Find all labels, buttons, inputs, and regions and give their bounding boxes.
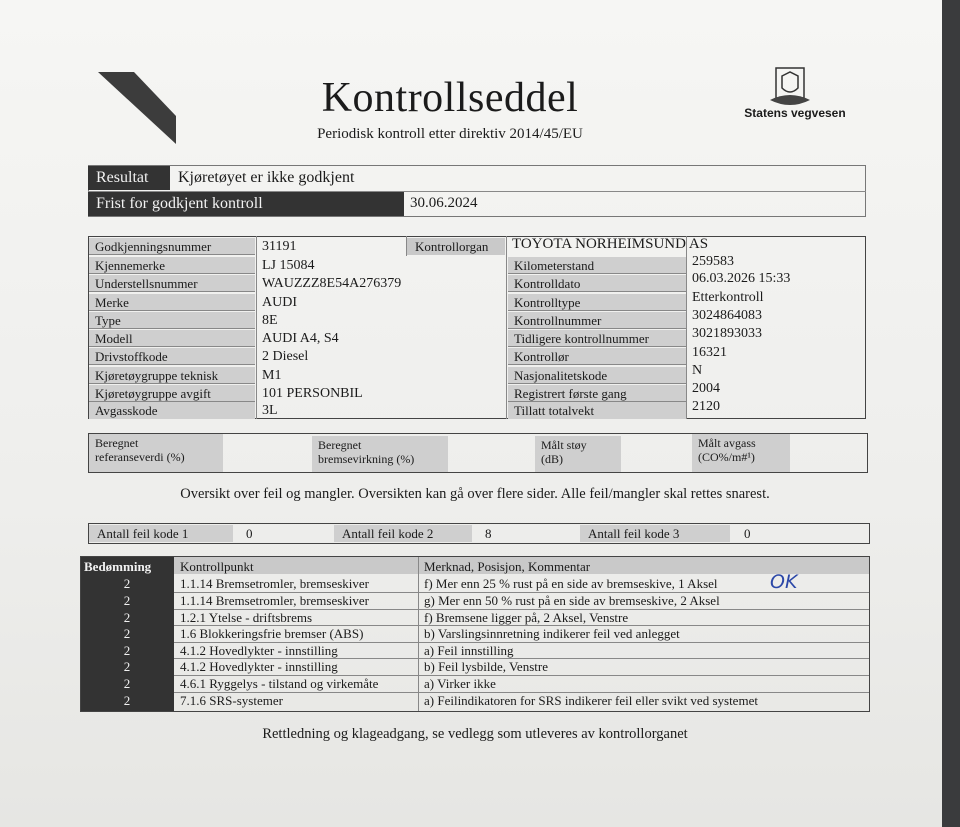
value-drivstoffkode: 2 Diesel <box>262 349 309 364</box>
label-tillatt-totalvekt: Tillatt totalvekt <box>508 402 686 419</box>
label-drivstoffkode: Drivstoffkode <box>89 348 255 365</box>
value-modell: AUDI A4, S4 <box>262 331 339 346</box>
noise-line2: (dB) <box>541 452 563 466</box>
value-registrert-forste-gang: 2004 <box>692 381 720 396</box>
value-godkjenningsnummer: 31191 <box>262 239 297 254</box>
label-kontrollnummer: Kontrollnummer <box>508 312 686 329</box>
code2-label: Antall feil kode 2 <box>334 525 472 542</box>
value-nasjonalitetskode: N <box>692 363 703 378</box>
defect-point: 1.1.14 Bremsetromler, bremseskiver <box>180 593 370 608</box>
label-tidligere-kontrollnummer: Tidligere kontrollnummer <box>508 330 686 347</box>
value-kontrolltype: Etterkontroll <box>692 290 764 305</box>
defect-point: 4.1.2 Hovedlykter - innstilling <box>180 659 338 674</box>
calc-reference-label <box>89 434 223 472</box>
control-org-label: Kontrollorgan <box>407 238 505 255</box>
defect-note: f) Mer enn 25 % rust på en side av bremseskive, 1 Aksel <box>424 576 718 591</box>
value-kontrollor: 16321 <box>692 345 727 360</box>
table-row: 2 <box>81 693 173 709</box>
deadline-value: 30.06.2024 <box>410 195 478 211</box>
label-kjoretoygruppe-teknisk: Kjøretøygruppe teknisk <box>89 367 255 384</box>
value-type: 8E <box>262 313 278 328</box>
table-row: 2 <box>81 643 173 659</box>
code1-value: 0 <box>246 526 253 541</box>
statens-vegvesen-logo-icon <box>760 66 820 108</box>
calc-brake-line1: Beregnet <box>318 438 362 452</box>
calc-reference-line1: Beregnet <box>95 436 139 450</box>
label-avgasskode: Avgasskode <box>89 402 255 419</box>
defect-point: 1.6 Blokkeringsfrie bremser (ABS) <box>180 626 364 641</box>
value-merke: AUDI <box>262 295 297 310</box>
value-kontrolldato: 06.03.2026 15:33 <box>692 271 791 286</box>
calc-brake-line2: bremsevirkning (%) <box>318 452 415 466</box>
overview-text: Oversikt over feil og mangler. Oversikten kan gå over flere sider. Alle feil/mangler skal rettes snarest. <box>180 486 770 502</box>
document-subtitle: Periodisk kontroll etter direktiv 2014/45/EU <box>317 126 583 142</box>
document-title: Kontrollseddel <box>321 75 579 121</box>
defect-point: 4.1.2 Hovedlykter - innstilling <box>180 643 338 658</box>
label-type: Type <box>89 312 255 329</box>
defect-note: a) Feilindikatoren for SRS indikerer feil eller svikt ved systemet <box>424 693 758 708</box>
defect-point: 4.6.1 Ryggelys - tilstand og virkemåte <box>180 676 379 691</box>
label-kilometerstand: Kilometerstand <box>508 257 686 274</box>
code1-label: Antall feil kode 1 <box>89 525 233 542</box>
value-understellsnummer: WAUZZZ8E54A276379 <box>262 276 402 291</box>
defect-note: b) Varslingsinnretning indikerer feil ved anlegget <box>424 626 680 641</box>
label-nasjonalitetskode: Nasjonalitetskode <box>508 367 686 384</box>
calc-reference-line2: referanseverdi (%) <box>95 450 185 464</box>
label-kjennemerke: Kjennemerke <box>89 257 255 274</box>
table-row: 2 <box>81 576 173 592</box>
calc-brake-label <box>312 436 448 472</box>
label-kontrolldato: Kontrolldato <box>508 275 686 292</box>
label-kontrolltype: Kontrolltype <box>508 294 686 311</box>
deadline-label: Frist for godkjent kontroll <box>88 192 404 216</box>
label-registrert-forste-gang: Registrert første gang <box>508 385 686 402</box>
defect-note: a) Virker ikke <box>424 676 496 691</box>
value-kontrollnummer: 3024864083 <box>692 308 762 323</box>
value-kjoretoygruppe-teknisk: M1 <box>262 368 282 383</box>
exhaust-label <box>692 434 790 472</box>
header-point: Kontrollpunkt <box>180 559 254 574</box>
label-modell: Modell <box>89 330 255 347</box>
result-value: Kjøretøyet er ikke godkjent <box>178 169 355 186</box>
exhaust-line1: Målt avgass <box>698 436 756 450</box>
control-org-value: TOYOTA NORHEIMSUND AS <box>512 236 709 252</box>
label-kontrollor: Kontrollør <box>508 348 686 365</box>
table-row: 2 <box>81 610 173 626</box>
agency-name: Statens vegvesen <box>744 106 846 120</box>
value-kilometerstand: 259583 <box>692 254 734 269</box>
label-merke: Merke <box>89 294 255 311</box>
noise-label <box>535 436 621 472</box>
value-avgasskode: 3L <box>262 403 278 418</box>
defect-point: 1.2.1 Ytelse - driftsbrems <box>180 610 313 625</box>
header-note: Merknad, Posisjon, Kommentar <box>424 559 591 574</box>
header-grade: Bedømming <box>84 559 152 574</box>
value-kjennemerke: LJ 15084 <box>262 258 315 273</box>
defect-note: f) Bremsene ligger på, 2 Aksel, Venstre <box>424 610 629 625</box>
table-row: 2 <box>81 676 173 692</box>
defect-point: 1.1.14 Bremsetromler, bremseskiver <box>180 576 370 591</box>
defect-note: a) Feil innstilling <box>424 643 514 658</box>
value-tidligere-kontrollnummer: 3021893033 <box>692 326 762 341</box>
defect-note: b) Feil lysbilde, Venstre <box>424 659 548 674</box>
label-kjoretoygruppe-avgift: Kjøretøygruppe avgift <box>89 385 255 402</box>
code3-label: Antall feil kode 3 <box>580 525 730 542</box>
value-tillatt-totalvekt: 2120 <box>692 399 720 414</box>
footer-text: Rettledning og klageadgang, se vedlegg som utleveres av kontrollorganet <box>262 726 688 742</box>
label-understellsnummer: Understellsnummer <box>89 275 255 292</box>
code2-value: 8 <box>485 526 492 541</box>
defect-note: g) Mer enn 50 % rust på en side av bremseskive, 2 Aksel <box>424 593 720 608</box>
table-row: 2 <box>81 593 173 609</box>
result-label: Resultat <box>88 166 170 190</box>
value-kjoretoygruppe-avgift: 101 PERSONBIL <box>262 386 363 401</box>
code3-value: 0 <box>744 526 751 541</box>
label-godkjenningsnummer: Godkjenningsnummer <box>89 238 255 255</box>
exhaust-line2: (CO%/m#¹) <box>698 450 755 464</box>
handwritten-note: OK <box>770 571 798 593</box>
table-row: 2 <box>81 659 173 675</box>
defect-point: 7.1.6 SRS-systemer <box>180 693 283 708</box>
noise-line1: Målt støy <box>541 438 587 452</box>
table-row: 2 <box>81 626 173 642</box>
